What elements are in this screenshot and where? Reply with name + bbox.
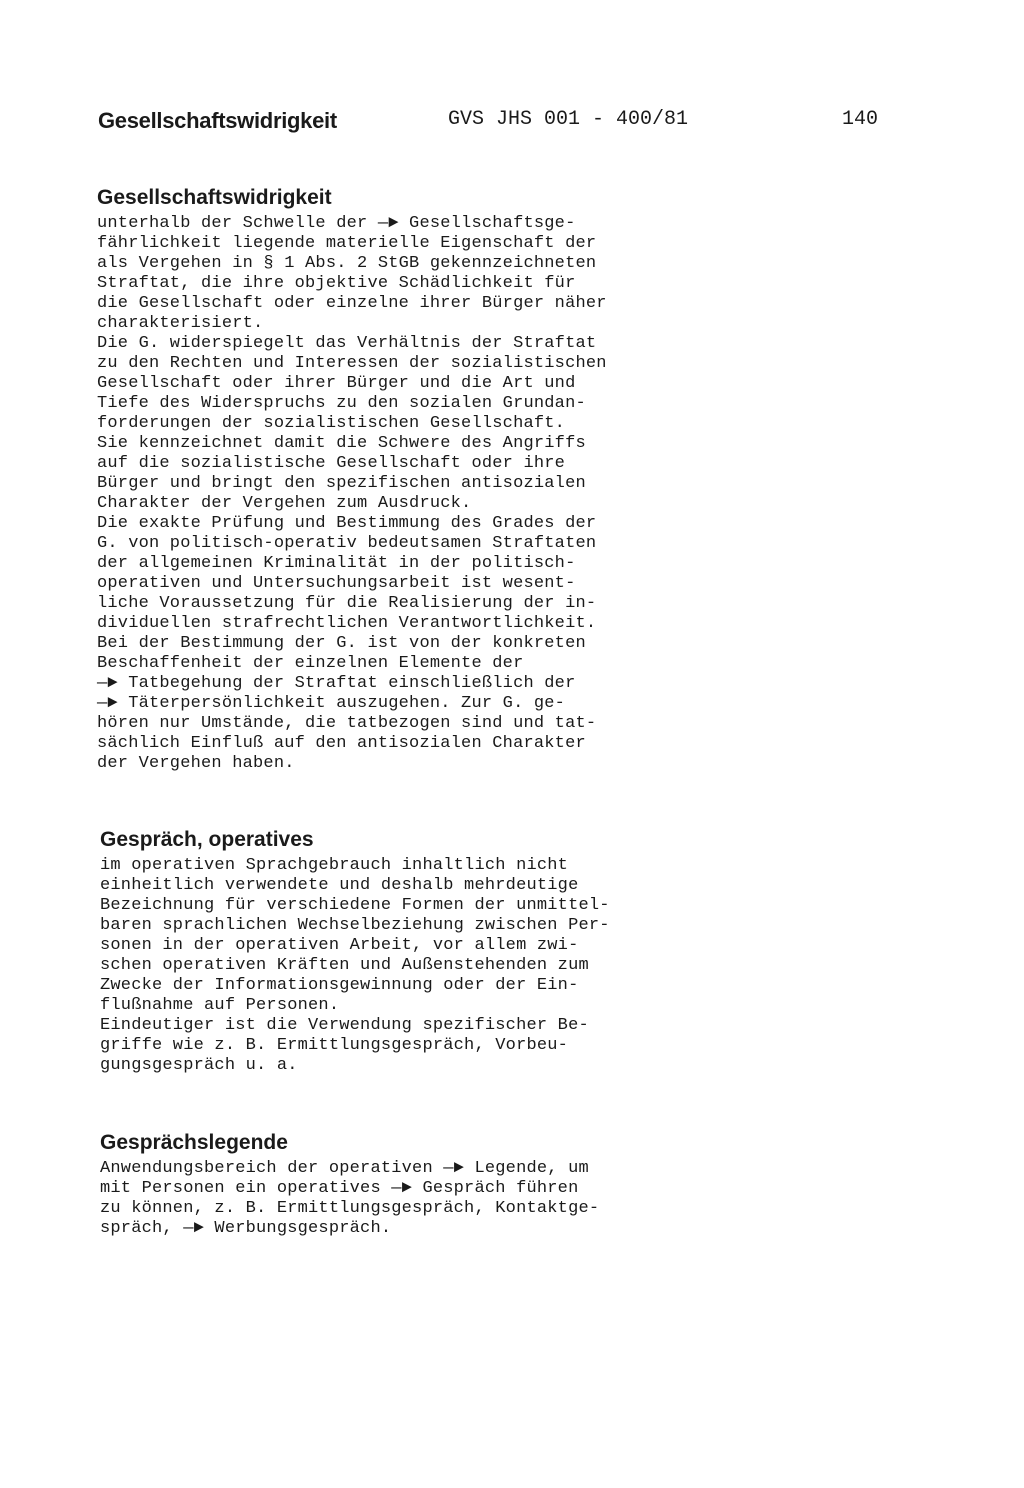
text-line: Tiefe des Widerspruchs zu den sozialen Grundan- xyxy=(97,394,586,413)
text-line: Straftat, die ihre objektive Schädlichkeit für xyxy=(97,274,576,293)
running-head-title: Gesellschaftswidrigkeit xyxy=(98,108,337,133)
text-line: Zwecke der Informationsgewinnung oder der Ein- xyxy=(100,976,579,995)
text-line: flußnahme auf Personen. xyxy=(100,996,340,1015)
text-line: liche Voraussetzung für die Realisierung der in- xyxy=(97,594,597,613)
text-line: als Vergehen in § 1 Abs. 2 StGB gekennzeichneten xyxy=(97,254,597,273)
text-line: schen operativen Kräften und Außenstehenden zum xyxy=(100,956,589,975)
text-line: operativen und Untersuchungsarbeit ist wesent- xyxy=(97,574,576,593)
text-line: griffe wie z. B. Ermittlungsgespräch, Vorbeu- xyxy=(100,1036,569,1055)
page-number: 140 xyxy=(842,108,879,131)
text-line: Bezeichnung für verschiedene Formen der unmittel- xyxy=(100,896,610,915)
text-line: hören nur Umstände, die tatbezogen sind und tat- xyxy=(97,714,597,733)
text-line: einheitlich verwendete und deshalb mehrdeutige xyxy=(100,876,579,895)
text-line: fährlichkeit liegende materielle Eigenschaft der xyxy=(97,234,597,253)
entry-body xyxy=(97,214,607,774)
text-line: zu den Rechten und Interessen der sozialistischen xyxy=(97,354,607,373)
text-line: —► Täterpersönlichkeit auszugehen. Zur G. ge- xyxy=(97,694,566,713)
entry-body xyxy=(100,1159,599,1239)
text-line: Eindeutiger ist die Verwendung spezifischer Be- xyxy=(100,1016,589,1035)
text-line: Die G. widerspiegelt das Verhältnis der Straftat xyxy=(97,334,597,353)
text-line: dividuellen strafrechtlichen Verantwortlichkeit. xyxy=(97,614,597,633)
text-line: unterhalb der Schwelle der —► Gesellschaftsge- xyxy=(97,214,576,233)
text-line: Sie kennzeichnet damit die Schwere des Angriffs xyxy=(97,434,586,453)
text-line: Beschaffenheit der einzelnen Elemente der xyxy=(97,654,524,673)
entry-body xyxy=(100,856,610,1076)
entry-gesellschaftswidrigkeit xyxy=(97,186,607,774)
text-line: gungsgespräch u. a. xyxy=(100,1056,298,1075)
text-line: die Gesellschaft oder einzelne ihrer Bürger näher xyxy=(97,294,607,313)
text-line: auf die sozialistische Gesellschaft oder ihre xyxy=(97,454,566,473)
text-line: baren sprachlichen Wechselbeziehung zwischen Per- xyxy=(100,916,610,935)
text-line: charakterisiert. xyxy=(97,314,264,333)
text-line: Charakter der Vergehen zum Ausdruck. xyxy=(97,494,472,513)
entry-gespraech-operatives xyxy=(100,828,610,1076)
text-line: zu können, z. B. Ermittlungsgespräch, Kontaktge- xyxy=(100,1199,600,1218)
text-line: sonen in der operativen Arbeit, vor allem zwi- xyxy=(100,936,579,955)
text-line: Anwendungsbereich der operativen —► Legende, um xyxy=(100,1159,589,1178)
text-line: Die exakte Prüfung und Bestimmung des Grades der xyxy=(97,514,597,533)
text-line: Gesellschaft oder ihrer Bürger und die Art und xyxy=(97,374,576,393)
entry-gespraechslegende xyxy=(100,1131,599,1239)
text-line: G. von politisch-operativ bedeutsamen Straftaten xyxy=(97,534,597,553)
text-line: der Vergehen haben. xyxy=(97,754,295,773)
text-line: Bei der Bestimmung der G. ist von der konkreten xyxy=(97,634,586,653)
text-line: forderungen der sozialistischen Gesellschaft. xyxy=(97,414,566,433)
text-line: sächlich Einfluß auf den antisozialen Charakter xyxy=(97,734,586,753)
text-line: mit Personen ein operatives —► Gespräch führen xyxy=(100,1179,579,1198)
text-line: Bürger und bringt den spezifischen antisozialen xyxy=(97,474,586,493)
text-line: der allgemeinen Kriminalität in der politisch- xyxy=(97,554,576,573)
text-line: spräch, —► Werbungsgespräch. xyxy=(100,1219,392,1238)
entry-heading: Gespräch, operatives xyxy=(100,828,314,851)
text-line: —► Tatbegehung der Straftat einschließlich der xyxy=(97,674,576,693)
entry-heading: Gesprächslegende xyxy=(100,1131,288,1154)
document-reference: GVS JHS 001 - 400/81 xyxy=(448,108,689,131)
text-line: im operativen Sprachgebrauch inhaltlich nicht xyxy=(100,856,569,875)
entry-heading: Gesellschaftswidrigkeit xyxy=(97,186,332,209)
